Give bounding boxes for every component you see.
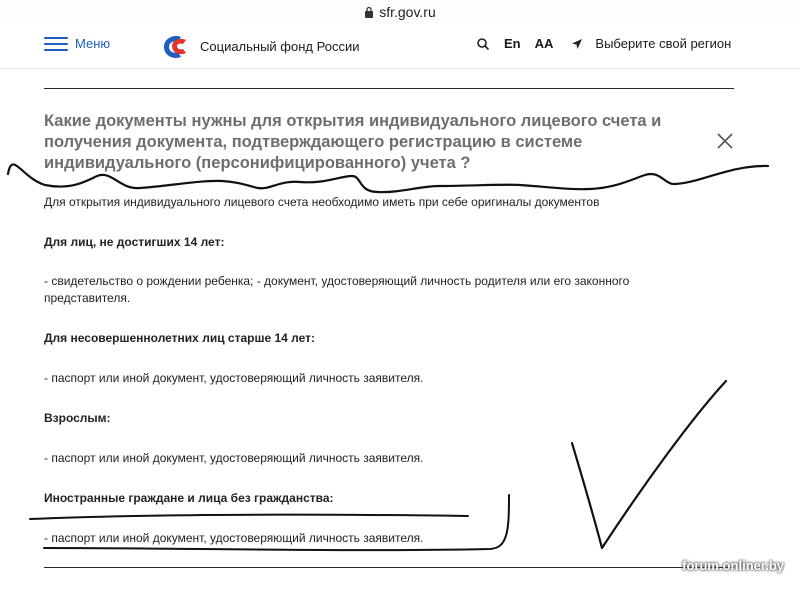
sfr-logo-icon xyxy=(160,31,190,61)
section-text-under-14: - свидетельство о рождении ребенка; - документ, удостоверяющий личность родителя или его законного представителя. xyxy=(44,274,630,305)
site-header xyxy=(0,24,800,69)
section-text-over-14: - паспорт или иной документ, удостоверяющий личность заявителя. xyxy=(44,371,424,385)
section-heading-under-14: Для лиц, не достигших 14 лет: xyxy=(44,235,225,249)
font-size-toggle[interactable]: AA xyxy=(534,36,554,51)
section-text-foreigners: - паспорт или иной документ, удостоверяющий личность заявителя. xyxy=(44,531,424,545)
browser-address-bar[interactable] xyxy=(0,0,800,24)
section-text-adults: - паспорт или иной документ, удостоверяющий личность заявителя. xyxy=(44,451,424,465)
site-logo[interactable] xyxy=(160,31,359,61)
region-selector[interactable] xyxy=(571,36,731,51)
location-arrow-icon xyxy=(571,38,583,50)
region-label: Выберите свой регион xyxy=(595,36,732,51)
menu-button[interactable] xyxy=(44,36,110,51)
watermark: forum.onliner.by xyxy=(682,558,784,573)
url-text: sfr.gov.ru xyxy=(379,4,436,20)
menu-label: Меню xyxy=(75,36,111,51)
divider-bottom xyxy=(44,567,734,568)
section-heading-adults: Взрослым: xyxy=(44,411,111,425)
section-heading-foreigners: Иностранные граждане и лица без гражданства: xyxy=(44,491,334,505)
close-icon[interactable] xyxy=(716,132,734,150)
header-tools xyxy=(476,36,731,51)
language-switch[interactable]: En xyxy=(504,36,521,51)
underline-scribble-foreigners xyxy=(30,515,468,519)
section-heading-over-14: Для несовершеннолетних лиц старше 14 лет: xyxy=(44,331,316,345)
answer-intro: Для открытия индивидуального лицевого счета необходимо иметь при себе оригиналы документов xyxy=(44,195,600,209)
hamburger-icon xyxy=(44,37,68,51)
lock-icon xyxy=(364,6,374,18)
search-icon[interactable] xyxy=(476,37,490,51)
divider-top xyxy=(44,88,734,89)
faq-question-title[interactable]: Какие документы нужны для открытия индивидуального лицевого счета и получения документа, подтверждающего регистрацию в системе индивидуального (персонифицированного) учета ? xyxy=(44,112,662,172)
site-name: Социальный фонд России xyxy=(200,38,360,54)
